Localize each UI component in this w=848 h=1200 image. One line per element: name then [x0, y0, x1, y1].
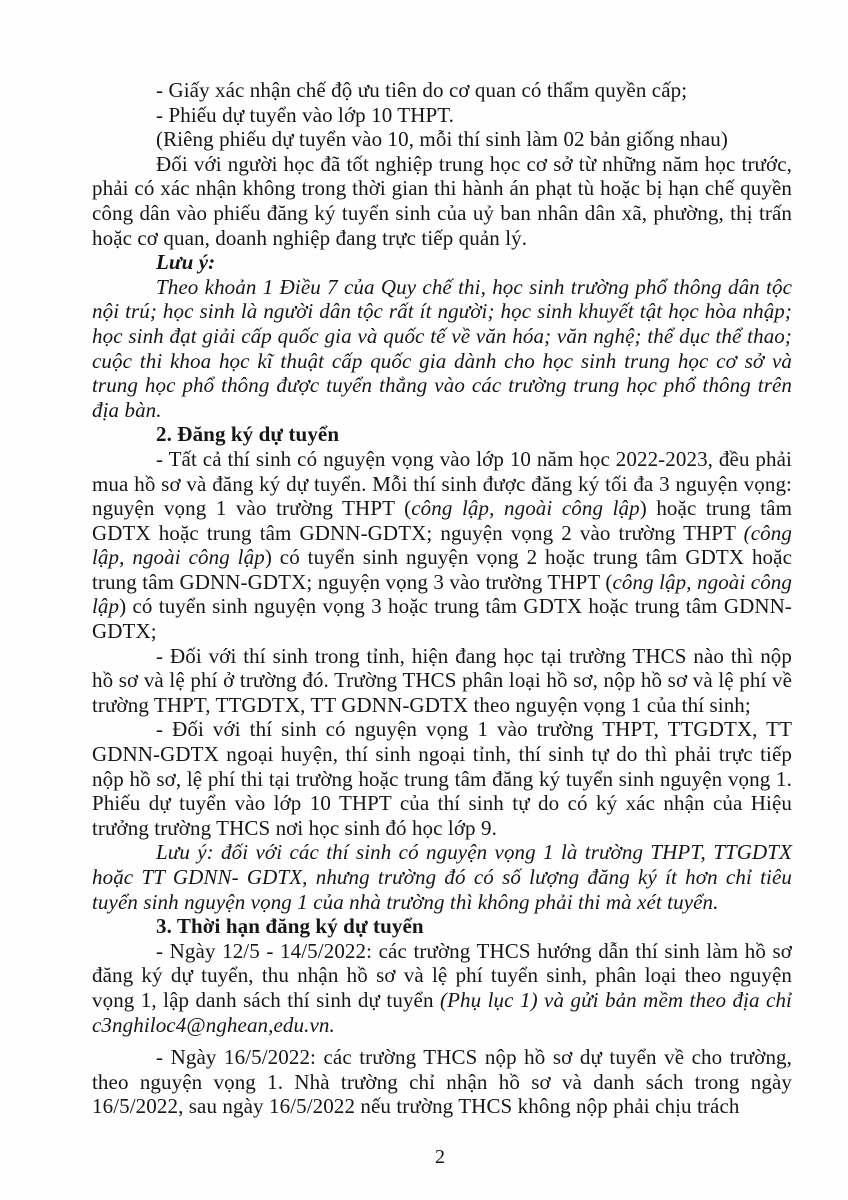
- doc-para-thi-sinh-ngoai-huyen: [92, 717, 792, 840]
- text-segment: công lập, ngoài công lập: [92, 569, 792, 619]
- text-segment: (công lập, ngoài công lập: [92, 520, 792, 570]
- doc-heading-luu-y: [92, 250, 792, 275]
- text-segment: ) có tuyển sinh nguyện vọng 2 hoặc trung tâm GDTX hoặc trung tâm GDNN-GDTX; nguyện vọng 3 vào trường THPT (: [92, 545, 792, 594]
- text-segment: - Đối với thí sinh có nguyện vọng 1 vào trường THPT, TTGDTX, TT GDNN-GDTX ngoại huyện, thí sinh ngoại tỉnh, thí sinh tự do thì phải trực tiếp nộp hồ sơ, lệ phí thi tại trường hoặc trung tâm đăng ký tuyển sinh nguyện vọng 1. Phiếu dự tuyển vào lớp 10 THPT của thí sinh tự do có ký xác nhận của Hiệu trưởng trường THCS nơi học sinh đó học lớp 9.: [92, 717, 792, 840]
- text-segment: Theo khoản 1 Điều 7 của Quy chế thi, học sinh trường phổ thông dân tộc nội trú; học sinh là người dân tộc rất ít người; học sinh khuyết tật học hòa nhập; học sinh đạt giải cấp quốc gia và quốc tế về văn hóa; văn nghệ; thể dục thể thao; cuộc thi khoa học kĩ thuật cấp quốc gia dành cho học sinh trung học cơ sở và trung học phổ thông được tuyển thẳng vào các trường trung học phổ thông trên địa bàn.: [92, 274, 792, 422]
- text-segment: ) hoặc trung tâm GDTX hoặc trung tâm GDNN-GDTX; nguyện vọng 2 vào trường THPT: [92, 496, 793, 545]
- doc-para-thi-sinh-trong-tinh: [92, 644, 792, 718]
- text-segment: 3. Thời hạn đăng ký dự tuyển: [156, 914, 424, 939]
- doc-item-uu-tien: [92, 78, 792, 103]
- text-segment: - Giấy xác nhận chế độ ưu tiên do cơ quan có thẩm quyền cấp;: [156, 78, 688, 102]
- document-body: [92, 78, 792, 1119]
- text-segment: - Đối với thí sinh trong tỉnh, hiện đang học tại trường THCS nào thì nộp hồ sơ và lệ phí ở trường đó. Trường THCS phân loại hồ sơ, nộp hồ sơ và lệ phí về trường THPT, TTGDTX, TT GDNN-GDTX theo nguyện vọng 1 của thí sinh;: [92, 643, 792, 717]
- doc-para-ngay-16-5: [92, 1045, 792, 1119]
- text-segment: - Ngày 16/5/2022: các trường THCS nộp hồ sơ dự tuyển về cho trường, theo nguyện vọng 1. Nhà trường chỉ nhận hồ sơ và danh sách trong ngày 16/5/2022, sau ngày 16/5/2022 nếu trường THCS không nộp phải chịu trách: [92, 1045, 792, 1119]
- text-segment: 2. Đăng ký dự tuyển: [156, 422, 340, 447]
- text-segment: Lưu ý: đối với các thí sinh có nguyện vọng 1 là trường THPT, TTGDTX hoặc TT GDNN- GDTX, nhưng trường đó có số lượng đăng ký ít hơn chỉ tiêu tuyển sinh nguyện vọng 1 của nhà trường thì không phải thi mà xét tuyển.: [92, 840, 792, 914]
- doc-note-rieng-phieu: [92, 127, 792, 152]
- text-segment: Đối với người học đã tốt nghiệp trung học cơ sở từ những năm học trước, phải có xác nhận không trong thời gian thi hành án phạt tù hoặc bị hạn chế quyền công dân vào phiếu đăng ký tuyển sinh của uỷ ban nhân dân xã, phường, thị trấn hoặc cơ quan, doanh nghiệp đang trực tiếp quản lý.: [92, 151, 792, 250]
- text-segment: ) có tuyển sinh nguyện vọng 3 hoặc trung tâm GDTX hoặc trung tâm GDNN-GDTX;: [92, 594, 792, 644]
- doc-heading-section-3: [92, 914, 792, 939]
- doc-para-luu-y-xet-tuyen: [92, 840, 792, 914]
- text-segment: (Phụ lục 1) và gửi bản mềm theo địa chỉ c3nghiloc4@nghean,edu.vn.: [92, 987, 792, 1037]
- doc-para-tuyen-thang: [92, 275, 792, 423]
- text-segment: công lập, ngoài công lập: [411, 496, 640, 521]
- text-segment: Lưu ý:: [156, 250, 216, 275]
- text-segment: (Riêng phiếu dự tuyển vào 10, mỗi thí sinh làm 02 bản giống nhau): [156, 127, 728, 152]
- text-segment: - Ngày 12/5 - 14/5/2022: các trường THCS hướng dẫn thí sinh làm hồ sơ đăng ký dự tuyển, thu nhận hồ sơ và lệ phí tuyển sinh, phân loại theo nguyện vọng 1, lập danh sách thí sinh dự tuyển: [92, 938, 792, 1012]
- doc-para-ngay-12-5: [92, 939, 792, 1037]
- page-number: 2: [435, 1146, 445, 1168]
- doc-para-tot-nghiep-nam-truoc: [92, 152, 792, 250]
- doc-heading-section-2: [92, 422, 792, 447]
- doc-para-dang-ky-nguyen-vong: [92, 447, 792, 644]
- doc-item-phieu-du-tuyen: [92, 103, 792, 128]
- text-segment: - Tất cả thí sinh có nguyện vọng vào lớp 10 năm học 2022-2023, đều phải mua hồ sơ và đăng ký dự tuyển. Mỗi thí sinh được đăng ký tối đa 3 nguyện vọng: nguyện vọng 1 vào trường THPT (: [92, 446, 792, 521]
- text-segment: - Phiếu dự tuyển vào lớp 10 THPT.: [156, 102, 454, 127]
